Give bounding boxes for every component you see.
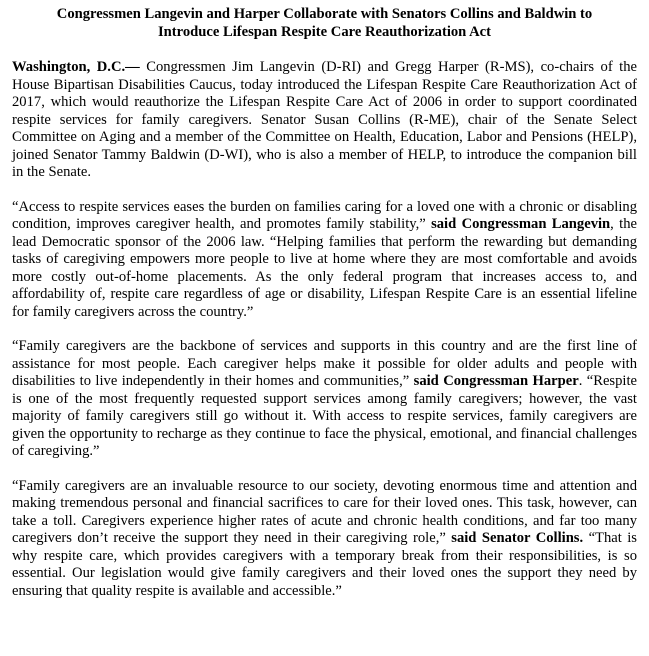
paragraph-intro-text: Congressmen Jim Langevin (D-RI) and Gregg Harper (R-MS), co-chairs of the House Bipartisan Disabilities Caucus, today introduced the Lifespan Respite Care Reauthorization Act of 2017, which would reauthorize the Lifespan Respite Care Act of 2006 in order to support coordinated respite services for family caregivers. Senator Susan Collins (R-ME), chair of the Senate Select Committee on Aging and a member of the Committee on Health, Education, Labor and Pensions (HELP), joined Senator Tammy Baldwin (D-WI), who is also a member of HELP, to introduce the companion bill in the Senate. bbox=[12, 59, 638, 180]
quote-text-after: , the lead Democratic sponsor of the 2006 law. “Helping families that perform the rewarding but demanding tasks of caregiving empowers more people to live at home where they are most comfortable and avoids more costly out-of-home placements. As the only federal program that increases access to, and affordability of, respite care regardless of age or disability, Lifespan Respite Care is an essential lifeline for family caregivers across the country.” bbox=[12, 216, 637, 320]
title-line-2: Introduce Lifespan Respite Care Reauthorization Act bbox=[157, 24, 492, 40]
paragraph-harper-quote bbox=[12, 338, 637, 461]
speaker-attribution: said Congressman Harper bbox=[413, 373, 579, 389]
speaker-attribution: said Senator Collins. bbox=[451, 530, 584, 546]
press-release-title bbox=[12, 5, 637, 41]
quote-text-before: “Family caregivers are the backbone of services and supports in this country and are the first line of assistance for most people. Each caregiver helps make it possible for older adults and people with disabilities to live independently in their homes and communities,” bbox=[12, 338, 637, 389]
quote-text-before: “Family caregivers are an invaluable resource to our society, devoting enormous time and attention and making tremendous personal and financial sacrifices to care for their loved ones. This task, however, can take a toll. Caregivers experience higher rates of acute and chronic health conditions, and far too many caregivers don’t receive the support they need in their caregiving role,” bbox=[12, 477, 637, 546]
quote-text-before: “Access to respite services eases the burden on families caring for a loved one with a chronic or disabling condition, improves caregiver health, and promotes family stability,” bbox=[12, 198, 637, 232]
quote-text-after: . “Respite is one of the most frequently requested support services among family caregivers; however, the vast majority of family caregivers still go without it. With access to respite services, family caregivers are given the opportunity to recharge as they continue to face the physical, emotional, and financial challenges of caregiving.” bbox=[12, 373, 637, 459]
paragraph-collins-quote bbox=[12, 478, 637, 601]
paragraph-intro bbox=[12, 59, 637, 182]
paragraph-langevin-quote bbox=[12, 199, 637, 322]
dateline: Washington, D.C.— bbox=[12, 59, 140, 75]
speaker-attribution: said Congressman Langevin bbox=[431, 216, 611, 232]
quote-text-after: “That is why respite care, which provides caregivers with a temporary break from their responsibilities, is so essential. Our legislation would give family caregivers and their loved ones the support they need by ensuring that quality respite is available and accessible.” bbox=[12, 530, 637, 599]
title-line-1: Congressmen Langevin and Harper Collaborate with Senators Collins and Baldwin to bbox=[56, 6, 593, 22]
